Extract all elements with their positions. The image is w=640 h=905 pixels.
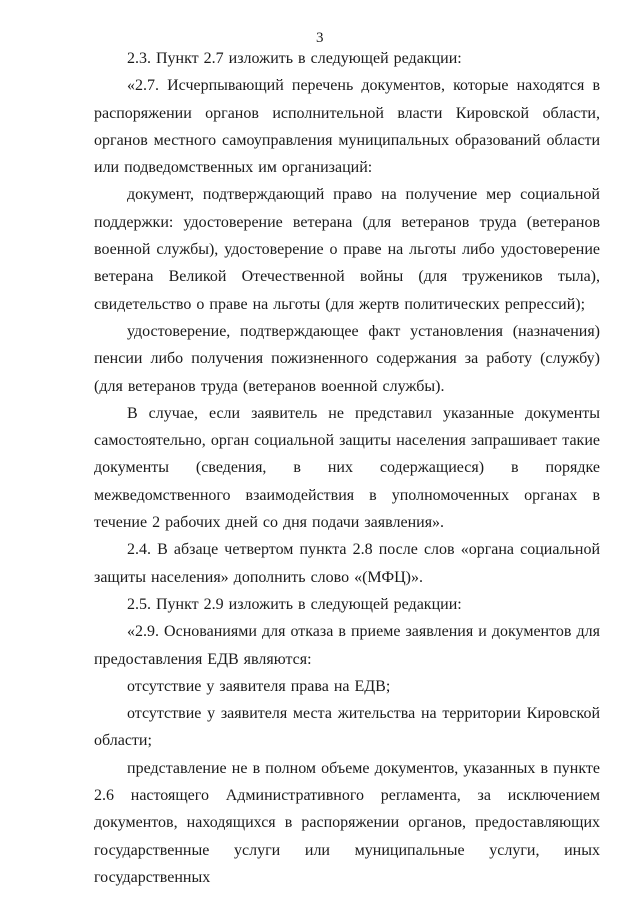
paragraph-2-3: 2.3. Пункт 2.7 изложить в следующей редакции: xyxy=(127,50,462,67)
paragraph-benefit-document: документ, подтверждающий право на получение мер социальной поддержки: удостоверение ветерана (для ветеранов труда (ветеранов военной службы), удостоверение о праве на льготы либо удостоверение ветерана Великой Отечественной войны (для тружеников тыла), свидетельство о праве на льготы (для жертв политических репрессий); xyxy=(94,186,600,313)
paragraph-interagency-request: В случае, если заявитель не представил указанные документы самостоятельно, орган социальной защиты населения запрашивает такие документы (сведения, в них содержащиеся) в порядке межведомственного взаимодействия в уполномоченных органах в течение 2 рабочих дней со дня подачи заявления». xyxy=(94,404,600,532)
paragraph-refusal-incomplete-documents: представление не в полном объеме документов, указанных в пункте 2.6 настоящего Административного регламента, за исключением документов, находящихся в распоряжении органов, предоставляющих государственные услуги или муниципальные услуги, иных государственных xyxy=(94,759,600,886)
paragraph-2-5: 2.5. Пункт 2.9 изложить в следующей редакции: xyxy=(127,595,462,613)
paragraph-2-4: 2.4. В абзаце четвертом пункта 2.8 после слов «органа социальной защиты населения» дополнить слово «(МФЦ)». xyxy=(94,541,600,586)
paragraph-2-9-intro: «2.9. Основаниями для отказа в приеме заявления и документов для предоставления ЕДВ являются: xyxy=(94,623,600,668)
paragraph-refusal-no-residence: отсутствие у заявителя места жительства на территории Кировской области; xyxy=(94,705,600,750)
paragraph-pension-certificate: удостоверение, подтверждающее факт установления (назначения) пенсии либо получения пожизненного содержания за работу (службу) (для ветеранов труда (ветеранов военной службы). xyxy=(94,322,600,395)
document-body xyxy=(94,45,600,891)
page-number: 3 xyxy=(316,30,324,46)
paragraph-refusal-no-right: отсутствие у заявителя права на ЕДВ; xyxy=(127,677,391,695)
paragraph-2-7-intro: «2.7. Исчерпывающий перечень документов, которые находятся в распоряжении органов исполнительной власти Кировской области, органов местного самоуправления муниципальных образований области или подведомственных им организаций: xyxy=(94,77,600,177)
